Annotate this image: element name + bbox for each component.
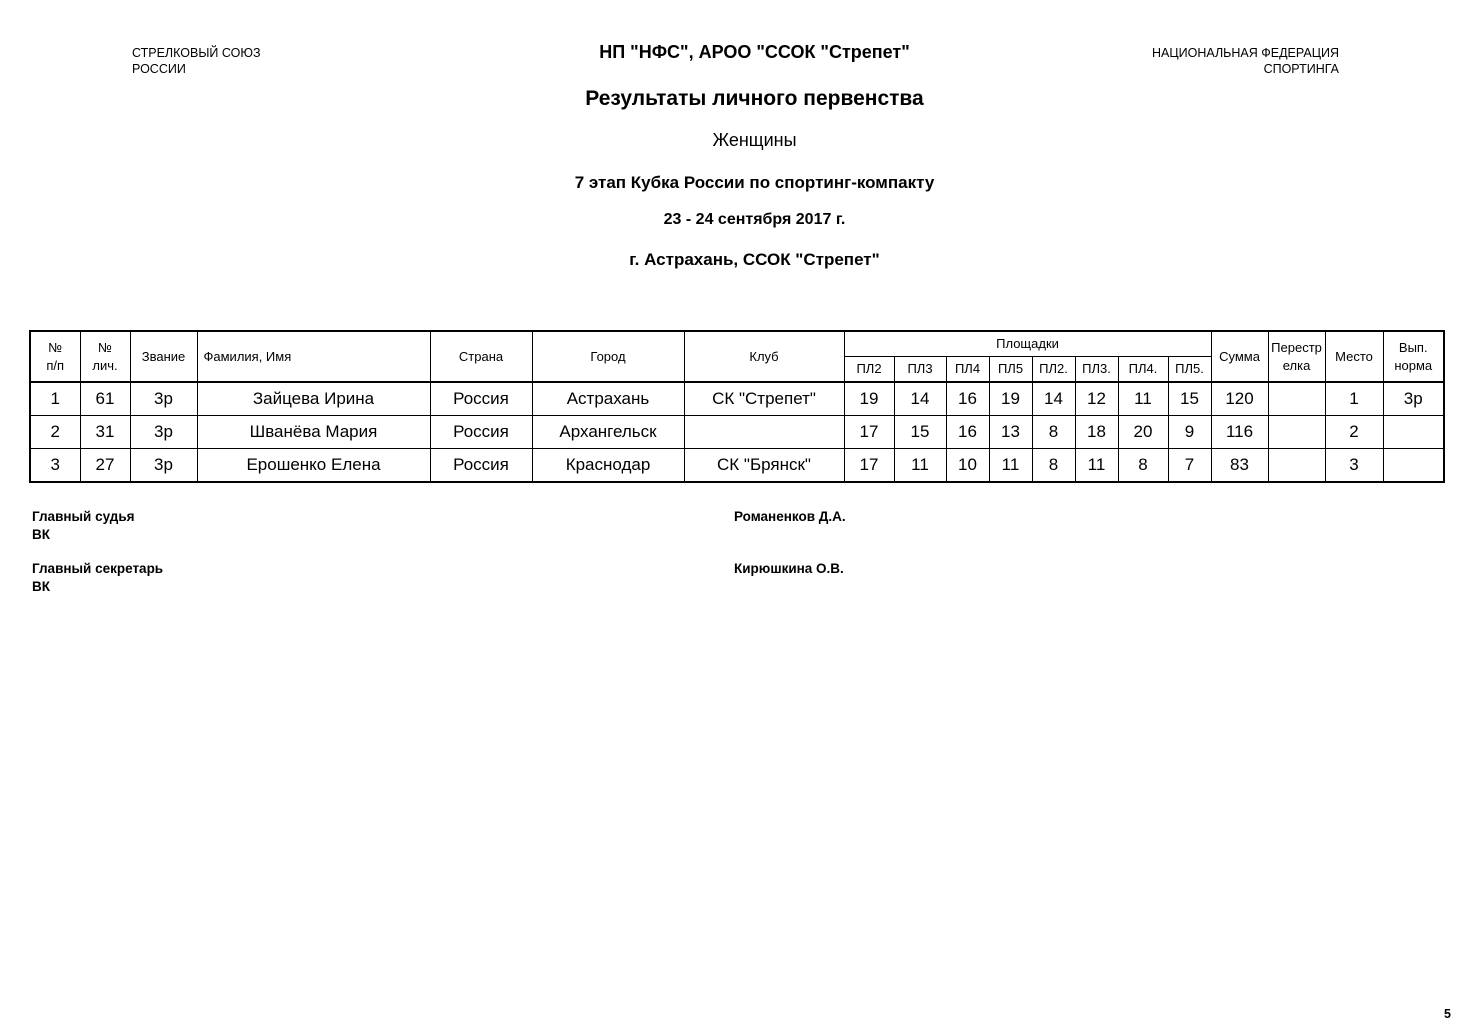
cell-city: Астрахань: [532, 382, 684, 416]
category-label: Женщины: [712, 130, 797, 150]
cell-place: 3: [1325, 449, 1383, 483]
cell-score: 14: [1032, 382, 1075, 416]
col-header-range: ПЛ4: [946, 357, 989, 383]
cell-score: 15: [894, 416, 946, 449]
cell-rank: 3р: [130, 382, 197, 416]
cell-rank: 3р: [130, 416, 197, 449]
cell-sum: 116: [1211, 416, 1268, 449]
cell-score: 19: [844, 382, 894, 416]
col-header-num-line1: №: [48, 339, 63, 355]
cell-license: 31: [80, 416, 130, 449]
cell-shootoff: [1268, 382, 1325, 416]
cell-rank: 3р: [130, 449, 197, 483]
cell-score: 19: [989, 382, 1032, 416]
cell-score: 16: [946, 416, 989, 449]
col-header-place: Место: [1325, 331, 1383, 382]
cell-name: Ерошенко Елена: [197, 449, 430, 483]
col-header-range: ПЛ4.: [1118, 357, 1168, 383]
col-header-range: ПЛ3.: [1075, 357, 1118, 383]
cell-country: Россия: [430, 382, 532, 416]
cell-country: Россия: [430, 416, 532, 449]
header-right-line1: НАЦИОНАЛЬНАЯ ФЕДЕРАЦИЯ: [1152, 46, 1339, 60]
cell-num: 1: [30, 382, 80, 416]
col-header-country: Страна: [430, 331, 532, 382]
col-header-name: Фамилия, Имя: [197, 331, 430, 382]
cell-name: Шванёва Мария: [197, 416, 430, 449]
cell-score: 11: [1118, 382, 1168, 416]
col-header-range: ПЛ3: [894, 357, 946, 383]
cell-num: 2: [30, 416, 80, 449]
judge-block: [32, 508, 135, 544]
cell-score: 8: [1118, 449, 1168, 483]
cell-city: Краснодар: [532, 449, 684, 483]
col-header-norm-line2: норма: [1394, 357, 1433, 373]
col-header-norm: [1383, 331, 1444, 382]
col-header-club: Клуб: [684, 331, 844, 382]
cell-score: 15: [1168, 382, 1211, 416]
table-row: [30, 416, 1444, 449]
table-row: [30, 382, 1444, 416]
cell-norm: [1383, 449, 1444, 483]
cell-score: 8: [1032, 449, 1075, 483]
col-header-license: [80, 331, 130, 382]
cell-score: 12: [1075, 382, 1118, 416]
col-header-license-line1: №: [98, 339, 112, 355]
col-header-ranges-group: Площадки: [844, 331, 1211, 357]
col-header-shootoff-line1: Перестр: [1271, 339, 1322, 355]
judge-title: Главный судья: [32, 509, 135, 524]
cell-city: Архангельск: [532, 416, 684, 449]
cell-score: 11: [894, 449, 946, 483]
cell-score: 11: [989, 449, 1032, 483]
cell-place: 1: [1325, 382, 1383, 416]
cell-score: 14: [894, 382, 946, 416]
cell-score: 13: [989, 416, 1032, 449]
cell-score: 20: [1118, 416, 1168, 449]
event-name: 7 этап Кубка России по спортинг-компакту: [574, 173, 935, 192]
header-left-line2: РОССИИ: [132, 62, 186, 76]
cell-score: 11: [1075, 449, 1118, 483]
cell-score: 17: [844, 449, 894, 483]
cell-score: 18: [1075, 416, 1118, 449]
header-center-org: НП "НФС", АРОО "ССОК "Стрепет": [599, 42, 910, 62]
cell-shootoff: [1268, 416, 1325, 449]
cell-sum: 83: [1211, 449, 1268, 483]
results-table: [29, 330, 1445, 483]
secretary-name: Кирюшкина О.В.: [734, 561, 844, 576]
cell-score: 8: [1032, 416, 1075, 449]
secretary-block: [32, 560, 163, 596]
cell-shootoff: [1268, 449, 1325, 483]
header-right-org: [1152, 45, 1339, 77]
cell-norm: [1383, 416, 1444, 449]
cell-sum: 120: [1211, 382, 1268, 416]
cell-score: 9: [1168, 416, 1211, 449]
table-row: [30, 449, 1444, 483]
cell-club: [684, 416, 844, 449]
col-header-range: ПЛ5: [989, 357, 1032, 383]
cell-license: 61: [80, 382, 130, 416]
col-header-rank: Звание: [130, 331, 197, 382]
cell-score: 7: [1168, 449, 1211, 483]
cell-club: СК "Стрепет": [684, 382, 844, 416]
col-header-license-line2: лич.: [92, 357, 118, 373]
cell-norm: 3р: [1383, 382, 1444, 416]
judge-category: ВК: [32, 527, 50, 542]
col-header-range: ПЛ2.: [1032, 357, 1075, 383]
header-right-line2: СПОРТИНГА: [1263, 62, 1339, 76]
cell-score: 10: [946, 449, 989, 483]
col-header-city: Город: [532, 331, 684, 382]
col-header-sum: Сумма: [1211, 331, 1268, 382]
cell-license: 27: [80, 449, 130, 483]
col-header-num-line2: п/п: [46, 357, 65, 373]
secretary-category: ВК: [32, 579, 50, 594]
cell-num: 3: [30, 449, 80, 483]
col-header-norm-line1: Вып.: [1398, 339, 1428, 355]
cell-country: Россия: [430, 449, 532, 483]
page-number: 5: [1444, 1007, 1451, 1021]
header-left-line1: СТРЕЛКОВЫЙ СОЮЗ: [132, 46, 261, 60]
cell-score: 17: [844, 416, 894, 449]
col-header-shootoff: [1268, 331, 1325, 382]
page-title: Результаты личного первенства: [585, 87, 924, 110]
col-header-shootoff-line2: елка: [1282, 357, 1311, 373]
event-dates: 23 - 24 сентября 2017 г.: [663, 211, 846, 228]
col-header-num: [30, 331, 80, 382]
cell-score: 16: [946, 382, 989, 416]
cell-name: Зайцева Ирина: [197, 382, 430, 416]
secretary-title: Главный секретарь: [32, 561, 164, 576]
col-header-range: ПЛ5.: [1168, 357, 1211, 383]
col-header-range: ПЛ2: [844, 357, 894, 383]
event-place: г. Астрахань, ССОК "Стрепет": [629, 250, 880, 269]
cell-club: СК "Брянск": [684, 449, 844, 483]
cell-place: 2: [1325, 416, 1383, 449]
judge-name: Романенков Д.А.: [734, 509, 846, 524]
